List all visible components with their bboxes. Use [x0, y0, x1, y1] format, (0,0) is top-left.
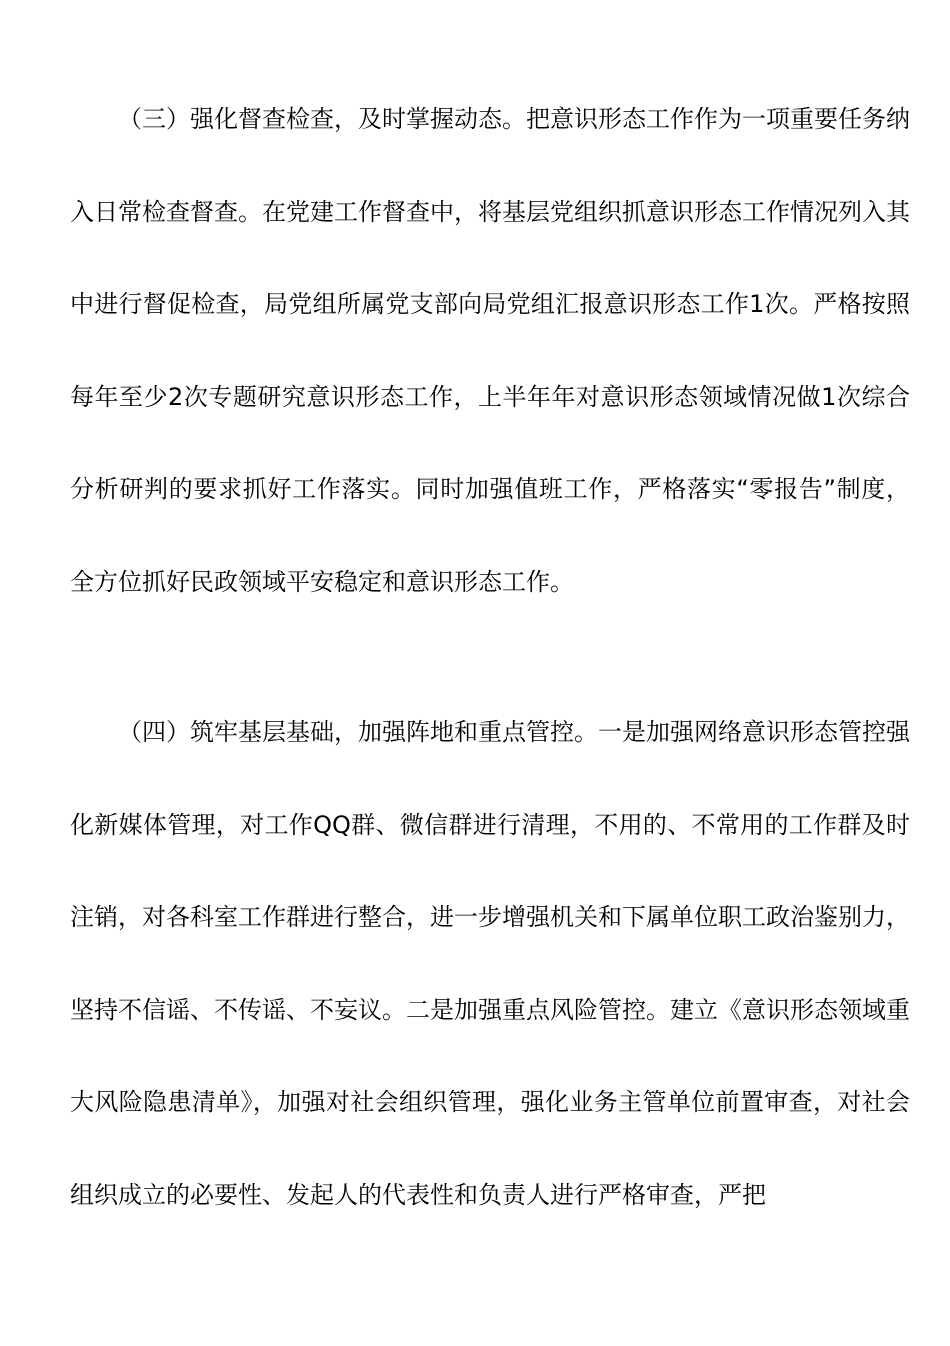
- paragraph-grassroots-foundation: （四）筑牢基层基础，加强阵地和重点管控。一是加强网络意识形态管控强化新媒体管理，对工作QQ群、微信群进行清理，不用的、不常用的工作群及时注销，对各科室工作群进行整合，进一步增强机关和下属单位职工政治鉴别力，坚持不信谣、不传谣、不妄议。二是加强重点风险管控。建立《意识形态领域重大风险隐患清单》，加强对社会组织管理，强化业务主管单位前置审查，对社会组织成立的必要性、发起人的代表性和负责人进行严格审查，严把: [70, 718, 910, 1209]
- paragraph-supervision-inspection: （三）强化督查检查，及时掌握动态。把意识形态工作作为一项重要任务纳入日常检查督查。在党建工作督查中，将基层党组织抓意识形态工作情况列入其中进行督促检查，局党组所属党支部向局党组汇报意识形态工作1次。严格按照每年至少2次专题研究意识形态工作，上半年年对意识形态领域情况做1次综合分析研判的要求抓好工作落实。同时加强值班工作，严格落实“零报告”制度，全方位抓好民政领域平安稳定和意识形态工作。: [70, 105, 910, 596]
